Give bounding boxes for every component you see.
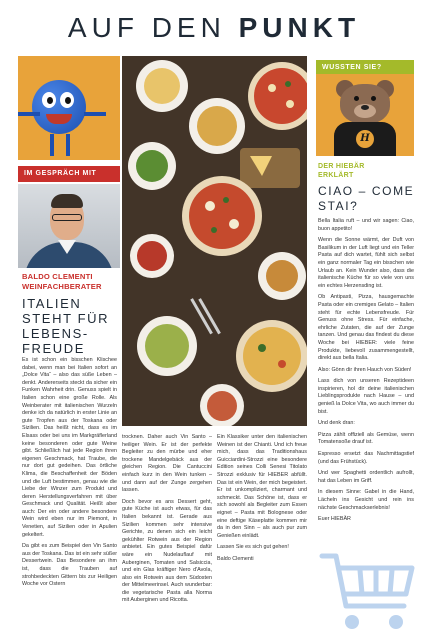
headline-italien: ITALIEN STEHT FÜR LEBENS- FREUDE	[22, 296, 110, 356]
paragraph: Wenn die Sonne wärmt, der Duft von Basilikum in der Luft liegt und ein Teller Pasta auf dich wartet, fühlt sich selbst ein ganz normaler Tag ein bisschen wie Urlaub an. Kein Wunder also, dass die italienische Küche für so viele von uns ein echtes Herzensding ist.	[318, 237, 414, 289]
paragraph: Espresso ersetzt das Nachmittagstief (und das Frühstück).	[318, 451, 414, 465]
section-label-interview: IM GESPRÄCH MIT	[18, 166, 120, 182]
mascot-ball-figure	[32, 80, 86, 134]
mascot-mouth	[46, 114, 72, 124]
paragraph: Da gibt es zum Beispiel den Vin Santo aus der Toskana. Das ist ein sehr süßer Dessertwein. Das Besondere an ihm ist, dass die Trauben auf strohbedeckten Gittern bis zur Heiligen Woche vor Ostern	[22, 543, 117, 588]
mascot-leg-right	[66, 134, 70, 156]
paragraph: Lassen Sie es sich gut gehen!	[217, 544, 289, 551]
paragraph: Lass dich von unseren Rezeptideen inspirieren, hol dir deine italienischen Lieblingsprodukte nach Hause – und genieß la Dolce Vita, wo auch immer du bist.	[318, 378, 414, 415]
portrait-photo	[18, 184, 120, 268]
paragraph: Und denk dran:	[318, 420, 355, 427]
paragraph: trocknen. Daher auch Vin Santo – heiliger Wein. Er ist der perfekte Begleiter zu den mürbe und eher trockene Mandelgebäck aus der gleichen Region. Die Cantuccini einfach kurz in den Wein tunken – und dann auf der Zunge zergehen lassen.	[122, 434, 212, 494]
person-role-line: WEINFACHBERATER	[22, 282, 102, 291]
section-label-did-you-know: WUSSTEN SIE?	[316, 60, 414, 74]
mascot-panel	[18, 56, 120, 160]
mascot-eye-left	[42, 92, 56, 108]
mascot-leg-left	[50, 134, 54, 156]
bear-mascot-panel	[316, 74, 414, 156]
mascot-arm-left	[18, 112, 40, 116]
paragraph: Bella Italia ruft – und wir sagen: Ciao, buon appetito!	[318, 218, 414, 232]
person-name	[22, 272, 132, 292]
article-column-4	[318, 218, 414, 528]
paragraph: Und wer Spaghetti ordentlich aufrollt, hat das Leben im Griff.	[318, 470, 414, 484]
signature: Euer HIEBÄR	[318, 516, 351, 523]
kicker-bear-explains: DER HIEBÄR ERKLÄRT	[318, 163, 365, 179]
masthead-title: AUF DEN PUNKT	[67, 12, 361, 43]
shopping-cart-icon	[318, 548, 418, 638]
paragraph: Ein Klassiker unter den italienischen Weinen ist der Chianti. Und ich freue mich, dass das Traditionshaus Guicciardini-Strozzi eine besondere Edition seines Colli Senesi Titolato Strozzi exklusiv für HIEBER abfüllt. Das ist ein Wein, der mich begeistert. Er ist unkompliziert, charmant und schmeckt. Das Schöne ist, dass er sich sowohl als Begleiter zum Essen eignet – Pasta mit Bolognese oder eine deftige Käseplatte kommen mir da in den Sinn – als auch pur zum Genießen einlädt.	[217, 434, 307, 539]
hieber-logo-icon: H	[356, 130, 374, 148]
paragraph: Doch bevor es ans Dessert geht, gute Küche ist auch etwas, für das Italien bekannt ist. Gerade aus Sizilien kommen sehr intensive Gerichte, zu denen sich ein leicht gekühlter Rotwein aus der Region anbietet. Ein gutes Beispiel dafür wäre ein Nudelauflauf mit Auberginen, Tomaten und Salsiccia, und ein Glas kräftiger Nero d'Avola, also ein Rotwein aus dem Südosten der Mittelmeerinsel. Auch wunderbar: die vegetarische Pasta alla Norma mit Auberginen und Ricotta.	[122, 498, 212, 604]
food-table-photo	[122, 56, 307, 426]
headline-ciao: CIAO – COME STAI?	[318, 184, 415, 213]
paragraph: Also: Gönn dir ihren Hauch von Süden!	[318, 366, 412, 373]
paragraph: Es ist schon ein bisschen Klischee dabei, wenn man bei Italien sofort an „Dolce Vita“ – also das süße Leben – denkt. Andererseits steckt da sicher ein Funken Wahrheit drin. Genuss spielt in Italien schon eine große Rolle. Als Weinberater mit italienischen Wurzeln denke ich da natürlich in erster Linie an gute Tropfen aus der Toskana oder Sizilien. Das heißt nicht, dass es im Elsass oder bei uns im Markgräflerland keine besonderen oder gute Weine gibt. Schließlich hat jede Region ihren eigenen Geschmack, hat Traube, die nur dort gut gedeihen. Das örtliche Klima, die Beschaffenheit der Böden und die Luft bestimmen, genau wie die Liebe der Winzer zum Produkt und deren Herstellungsverfahren mit über Geschmack und Qualität. Heißt aber auch: Der ein oder andere besondere Wein wird eben nur im Piemont, in Venetien, auf Sizilien oder in Apulien gekeltert.	[22, 357, 117, 538]
person-name-line: BALDO CLEMENTI	[22, 272, 93, 281]
mascot-arm-right	[84, 112, 106, 116]
signature: Baldo Clementi	[217, 555, 254, 562]
food-illustration	[122, 56, 307, 426]
paragraph: In diesem Sinne: Gabel in die Hand, Lächeln ins Gesicht und rein ins nächste Geschmackserlebnis!	[318, 489, 414, 511]
mascot-eye-right	[60, 92, 74, 108]
article-column-1	[22, 357, 117, 593]
paragraph: Ob Antipasti, Pizza, hausgemachte Pasta oder ein cremiges Gelato – Italien steht für echte Lebensfreude. Für Genuss ohne Stress. Für einfache, ehrliche Zutaten, die auf der Zunge tanzen. Und genau das findest du diese Woche bei HIEBER: viele feine Produkte, liebevoll zusammengestellt, direkt aus bella Italia.	[318, 294, 414, 362]
paragraph: Pizza zählt offiziell als Gemüse, wenn Tomatensoße drauf ist.	[318, 431, 414, 446]
article-column-2	[122, 434, 212, 609]
article-column-3	[217, 434, 307, 568]
